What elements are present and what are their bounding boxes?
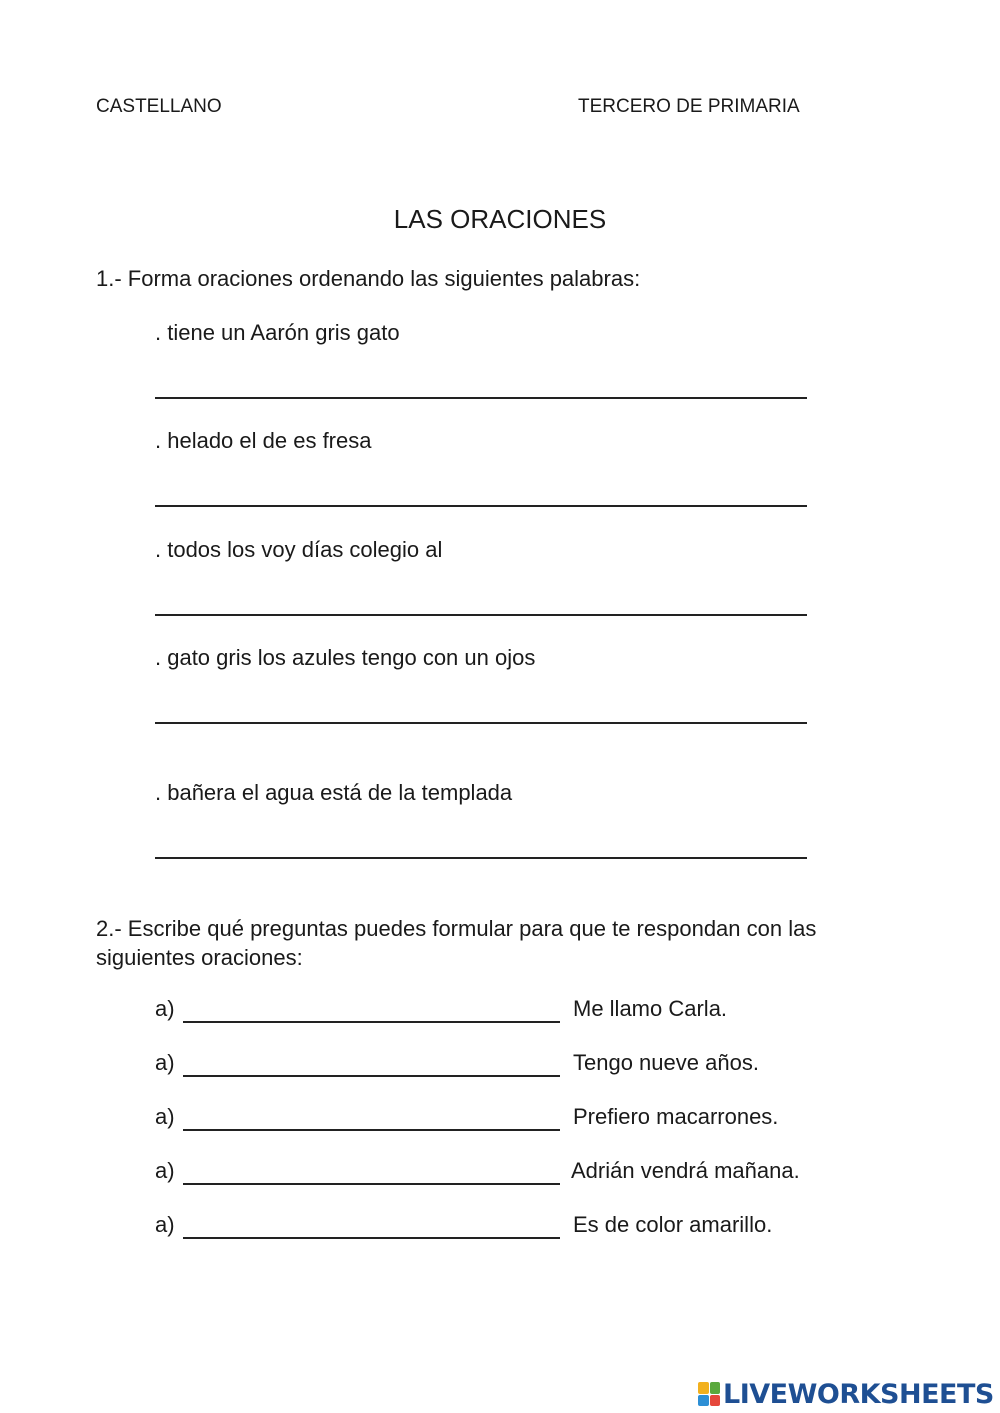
row-label: a) <box>155 1104 175 1129</box>
question-answer-line[interactable] <box>183 1129 560 1131</box>
liveworksheets-logo-icon <box>698 1382 720 1406</box>
given-answer: Prefiero macarrones. <box>573 1104 779 1129</box>
liveworksheets-logo[interactable] <box>698 1378 994 1410</box>
exercise-2-instruction: 2.- Escribe qué preguntas puedes formular para que te respondan con las siguientes oraciones: <box>96 916 817 970</box>
question-answer-line[interactable] <box>183 1237 560 1239</box>
row-label: a) <box>155 1158 175 1183</box>
given-answer: Tengo nueve años. <box>573 1050 759 1075</box>
row-label: a) <box>155 1212 175 1237</box>
question-answer-line[interactable] <box>183 1183 560 1185</box>
exercise-1-answer-line-3[interactable] <box>155 614 807 616</box>
page-title: LAS ORACIONES <box>393 204 607 234</box>
exercise-1-item-2: . helado el de es fresa <box>155 428 372 453</box>
exercise-1-answer-line-1[interactable] <box>155 397 807 399</box>
question-answer-line[interactable] <box>183 1021 560 1023</box>
exercise-1-answer-line-5[interactable] <box>155 857 807 859</box>
exercise-1-answer-line-2[interactable] <box>155 505 807 507</box>
exercise-1-item-1: . tiene un Aarón gris gato <box>155 320 400 345</box>
row-label: a) <box>155 996 175 1021</box>
question-answer-line[interactable] <box>183 1075 560 1077</box>
given-answer: Me llamo Carla. <box>573 996 728 1021</box>
exercise-1-item-5: . bañera el agua está de la templada <box>155 780 513 805</box>
exercise-1-instruction: 1.- Forma oraciones ordenando las siguientes palabras: <box>96 266 641 291</box>
given-answer: Adrián vendrá mañana. <box>571 1158 800 1183</box>
row-label: a) <box>155 1050 175 1075</box>
brand-name: LIVEWORKSHEETS <box>723 1378 994 1410</box>
header-grade: TERCERO DE PRIMARIA <box>578 96 800 117</box>
exercise-1-item-4: . gato gris los azules tengo con un ojos <box>155 645 536 670</box>
exercise-1-answer-line-4[interactable] <box>155 722 807 724</box>
header-subject: CASTELLANO <box>96 96 222 117</box>
given-answer: Es de color amarillo. <box>573 1212 773 1237</box>
exercise-1-item-3: . todos los voy días colegio al <box>155 537 443 562</box>
